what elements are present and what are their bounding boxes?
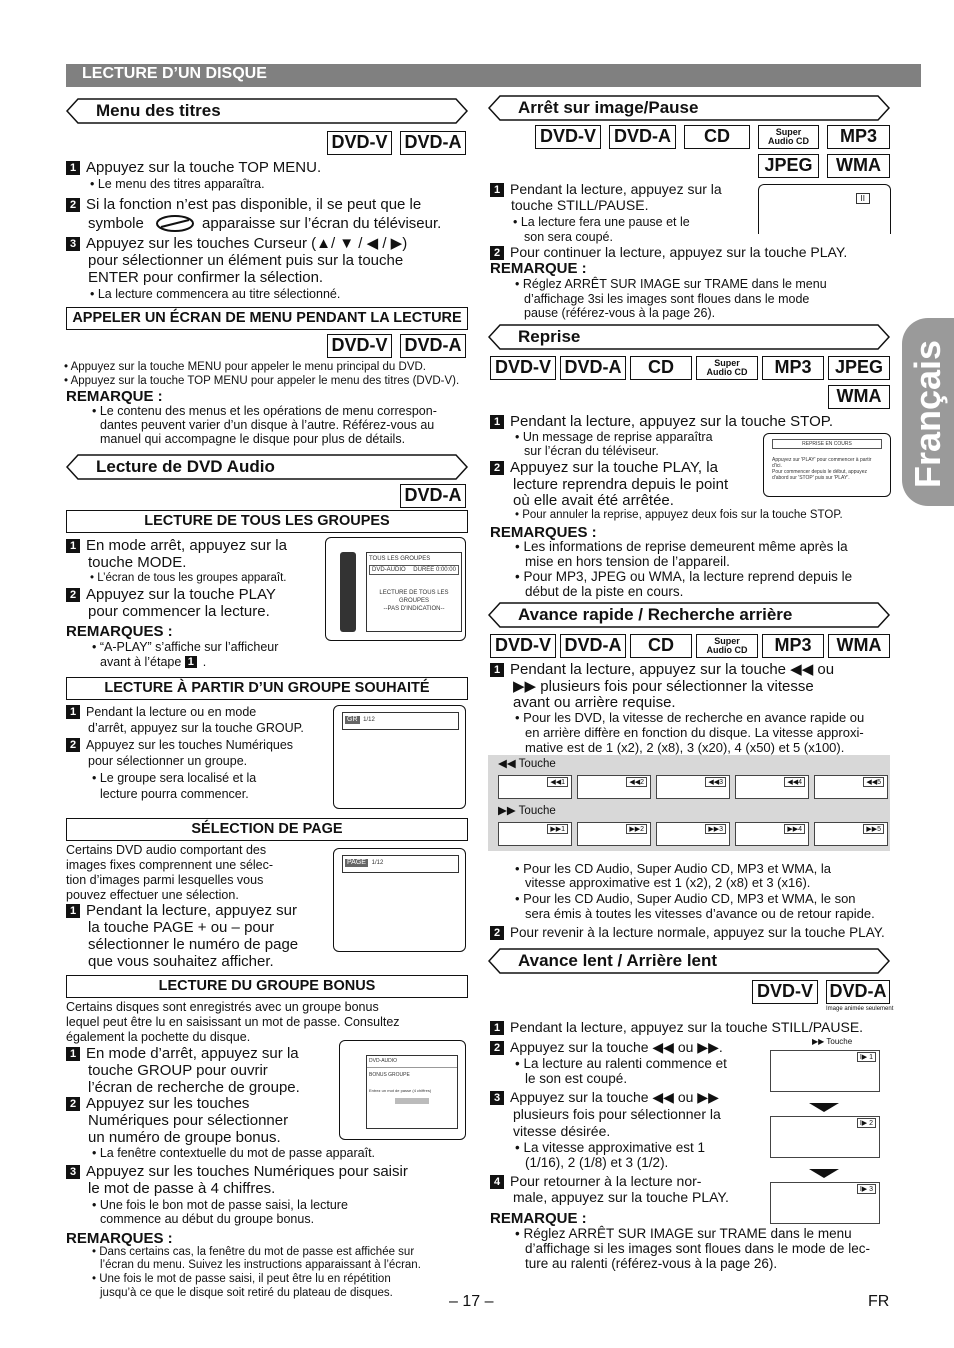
- bonus-note-2: commence au début du groupe bonus.: [100, 1212, 315, 1226]
- page-step-1d: que vous souhaitez afficher.: [88, 953, 274, 970]
- tous-step-2a: 2 Appuyez sur la touche PLAY: [66, 586, 276, 603]
- avance-step-2: 2 Pour revenir à la lecture normale, appuyez sur la touche PLAY.: [490, 926, 885, 941]
- avance-note-2: en arrière diffère en fonction du disque. La vitesse approxi-: [525, 725, 864, 740]
- reprise-remark-label: REMARQUES :: [490, 524, 597, 541]
- tous-remark-2: avant à l’étape 1 .: [100, 655, 207, 669]
- badge-cd: CD: [684, 125, 750, 149]
- menu-step-2c: apparaisse sur l’écran du téléviseur.: [202, 215, 442, 232]
- badge-dvda: DVD-A: [560, 356, 626, 380]
- reprise-screen-content: REPRISE EN COURS Appuyez sur 'PLAY' pour commencer à partir d'ici. Pour commencer depuis le début, appuyez d'abord sur 'STOP' puis sur 'PLAY'.: [772, 439, 882, 491]
- badge-cd: CD: [630, 634, 692, 658]
- rewind-step-5: ◀◀5: [814, 775, 888, 799]
- badge-wma: WMA: [828, 385, 890, 409]
- avance-step-1a: 1 Pendant la lecture, appuyez sur la touche ◀◀ ou: [490, 661, 834, 678]
- page-step-1a: 1 Pendant la lecture, appuyez sur: [66, 902, 297, 919]
- bonus-para-1: Certains disques sont enregistrés avec un groupe bonus: [66, 1000, 379, 1014]
- slow-step-1: I▶ 1: [770, 1050, 880, 1092]
- avance-bullet-4: sera émis à toutes les vitesses d’avance ou de retour rapide.: [525, 906, 875, 921]
- slow-touche-label: ▶▶ Touche: [812, 1037, 853, 1046]
- badge-dvdv: DVD-V: [327, 131, 392, 155]
- down-arrow-icon: [809, 1103, 839, 1112]
- reprise-screen: [763, 433, 891, 497]
- bonus-step-2a: 2 Appuyez sur les touches: [66, 1095, 249, 1112]
- lent-step-2: 2 Appuyez sur la touche ◀◀ ou ▶▶.: [490, 1040, 723, 1055]
- reprise-remark-3: • Pour MP3, JPEG ou WMA, la lecture reprend depuis le: [515, 569, 853, 584]
- groupe-step-1b: d’arrêt, appuyez sur la touche GROUP.: [88, 721, 304, 735]
- rewind-step-4: ◀◀4: [735, 775, 809, 799]
- section-lent-header: Avance lent / Arrière lent: [488, 948, 890, 974]
- badge-jpeg: JPEG: [828, 356, 890, 380]
- lent-remark-1: • Réglez ARRÊT SUR IMAGE sur TRAME dans le menu: [515, 1226, 852, 1241]
- badge-dvdv: DVD-V: [752, 980, 818, 1004]
- bonus-remark-label: REMARQUES :: [66, 1230, 173, 1247]
- lent-note-4: (1/16), 2 (1/8) et 3 (1/2).: [525, 1155, 669, 1170]
- groupe-step-2a: 2 Appuyez sur les touches Numériques: [66, 738, 293, 753]
- reprise-remark-2: mise en hors tension de l’appareil.: [525, 554, 730, 569]
- tous-step-1b: touche MODE.: [88, 554, 187, 571]
- tous-step-1a: 1 En mode arrêt, appuyez sur la: [66, 537, 287, 554]
- section-reprise-header: Reprise: [488, 324, 890, 350]
- forward-step-4: ▶▶4: [735, 822, 809, 846]
- reprise-step-2a: 2 Appuyez sur la touche PLAY, la: [490, 459, 718, 476]
- menu-step-3b: pour sélectionner un élément puis sur la touche: [88, 252, 404, 269]
- lent-step-3c: vitesse désirée.: [513, 1123, 611, 1139]
- groupe-step-1a: 1 Pendant la lecture ou en mode: [66, 705, 256, 720]
- badge-mp3: MP3: [827, 125, 890, 149]
- bonus-para-3: également la pochette du disque.: [66, 1030, 251, 1044]
- section-divider: [66, 84, 921, 87]
- lent-note-1: • La lecture au ralenti commence et: [515, 1056, 727, 1071]
- menu-step-3-note: • La lecture commencera au titre sélectionné.: [90, 287, 341, 301]
- page-number: – 17 –: [449, 1293, 494, 1310]
- reprise-remark-1: • Les informations de reprise demeurent même après la: [515, 539, 848, 554]
- tous-groupes-screen: [325, 537, 466, 641]
- arret-note-2: son sera coupé.: [524, 230, 613, 244]
- arret-remark-3: pause (référez-vous à la page 26).: [524, 306, 716, 320]
- section-menu-titres-header: Menu des titres: [66, 98, 468, 124]
- down-arrow-icon: [809, 1169, 839, 1178]
- badge-sacd: Super Audio CD: [696, 356, 758, 380]
- reprise-step-2-note: • Pour annuler la reprise, appuyez deux fois sur la touche STOP.: [515, 509, 843, 521]
- rewind-step-2: ◀◀2: [577, 775, 651, 799]
- badge-cd: CD: [630, 356, 692, 380]
- section-dvd-audio-header: Lecture de DVD Audio: [66, 454, 468, 480]
- arret-screen: [758, 184, 891, 234]
- badge-dvda: DVD-A: [400, 334, 466, 358]
- badge-sacd: Super Audio CD: [758, 125, 819, 149]
- arret-step-1a: 1 Pendant la lecture, appuyez sur la: [490, 182, 722, 197]
- appeler-bullet-2: • Appuyez sur la touche TOP MENU pour appeler le menu des titres (DVD-V).: [64, 375, 460, 387]
- slow-step-3: I▶ 3: [770, 1182, 880, 1224]
- avance-step-1c: avant ou arrière requise.: [513, 694, 676, 711]
- arret-remark-1: • Réglez ARRÊT SUR IMAGE sur TRAME dans le menu: [515, 277, 827, 291]
- page-screen: [333, 848, 466, 952]
- prohibited-icon: [155, 215, 195, 232]
- reprise-note-1: • Un message de reprise apparaîtra: [515, 430, 713, 444]
- badge-dvda: DVD-A: [609, 125, 676, 149]
- bonus-note-1: • Une fois le bon mot de passe saisi, la lecture: [92, 1198, 348, 1212]
- selection-page-header: SÉLECTION DE PAGE: [66, 818, 468, 841]
- arret-step-2: 2 Pour continuer la lecture, appuyez sur la touche PLAY.: [490, 245, 847, 260]
- bonus-screen-content: DVD-AUDIO BONUS GROUPE Entrez un mot de passe (4 chiffres): [366, 1055, 458, 1129]
- bonus-step-3b: le mot de passe à 4 chiffres.: [88, 1180, 276, 1197]
- bonus-step-2c: un numéro de groupe bonus.: [88, 1129, 281, 1146]
- reprise-step-2c: où elle avait été arrêtée.: [513, 492, 674, 509]
- arret-remark-label: REMARQUE :: [490, 260, 587, 277]
- avance-bullet-1: • Pour les CD Audio, Super Audio CD, MP3 et WMA, la: [515, 861, 831, 876]
- lent-remark-3: ture au ralenti (référez-vous à la page 26).: [525, 1256, 778, 1271]
- lent-remark-label: REMARQUE :: [490, 1210, 587, 1227]
- badge-dvda: DVD-A: [400, 131, 466, 155]
- groupe-bonus-header: LECTURE DU GROUPE BONUS: [66, 975, 468, 998]
- badge-sacd: Super Audio CD: [696, 634, 758, 658]
- bonus-step-1c: l’écran de recherche de groupe.: [88, 1079, 300, 1096]
- groupe-souhaite-header: LECTURE À PARTIR D’UN GROUPE SOUHAITÉ: [66, 677, 468, 700]
- bonus-step-1a: 1 En mode d’arrêt, appuyez sur la: [66, 1045, 299, 1062]
- appeler-remark-1: • Le contenu des menus et les opérations de menu correspon-: [92, 404, 437, 418]
- avance-bullet-3: • Pour les CD Audio, Super Audio CD, MP3 et WMA, le son: [515, 891, 856, 906]
- bonus-remark-1: • Dans certains cas, la fenêtre du mot de passe est affichée sur: [92, 1246, 415, 1258]
- bonus-remark-4: jusqu’à ce que le disque soit retiré du plateau de disques.: [100, 1287, 393, 1299]
- rewind-step-3: ◀◀3: [656, 775, 730, 799]
- tous-groupes-header: LECTURE DE TOUS LES GROUPES: [66, 510, 468, 533]
- page-para-4: pouvez effectuer une sélection.: [66, 888, 239, 902]
- avance-note-3: mative est de 1 (x2), 2 (x8), 3 (x20), 4 (x50) et 5 (x100).: [525, 740, 845, 755]
- page-para-3: tion d’images parmi lesquelles vous: [66, 873, 264, 887]
- badge-mp3: MP3: [762, 634, 824, 658]
- appeler-header: APPELER UN ÉCRAN DE MENU PENDANT LA LECTURE: [66, 307, 468, 330]
- lent-image-note: Image animée seulement: [826, 1006, 894, 1012]
- badge-mp3: MP3: [762, 356, 824, 380]
- bonus-screen: [339, 1040, 466, 1140]
- avance-note-1: • Pour les DVD, la vitesse de recherche en avance rapide ou: [515, 710, 865, 725]
- bonus-step-2-note: • La fenêtre contextuelle du mot de passe apparaît.: [92, 1146, 376, 1160]
- section-title-bar: LECTURE D’UN DISQUE: [66, 64, 921, 84]
- remote-control-icon: [340, 552, 356, 632]
- bonus-step-3a: 3 Appuyez sur les touches Numériques pour saisir: [66, 1163, 408, 1180]
- rewind-label: ◀◀ Touche: [498, 758, 556, 770]
- badge-dvdv: DVD-V: [327, 334, 392, 358]
- badge-wma: WMA: [827, 154, 890, 178]
- slow-step-2: I▶ 2: [770, 1116, 880, 1158]
- avance-step-1b: ▶▶ plusieurs fois pour sélectionner la vitesse: [513, 678, 814, 695]
- section-arret-header: Arrêt sur image/Pause: [488, 95, 890, 121]
- badge-jpeg: JPEG: [758, 154, 819, 178]
- page-step-1b: la touche PAGE + ou – pour: [88, 919, 275, 936]
- tous-step-2b: pour commencer la lecture.: [88, 603, 270, 620]
- forward-step-3: ▶▶3: [656, 822, 730, 846]
- groupe-screen: [333, 705, 466, 809]
- avance-bullet-2: vitesse approximative est 1 (x2), 2 (x8) et 3 (x16).: [525, 875, 811, 890]
- arret-step-1b: touche STILL/PAUSE.: [511, 197, 649, 213]
- badge-dvda: DVD-A: [560, 634, 626, 658]
- page-screen-bar: PAGE 1/12: [342, 855, 459, 873]
- groupe-note-1: • Le groupe sera localisé et la: [92, 771, 257, 785]
- reprise-step-1: 1 Pendant la lecture, appuyez sur la touche STOP.: [490, 413, 833, 430]
- bonus-remark-2: l’écran du menu. Suivez les instructions apparaissant à l’écran.: [100, 1259, 421, 1271]
- appeler-bullet-1: • Appuyez sur la touche MENU pour appeler le menu principal du DVD.: [64, 361, 426, 373]
- bonus-step-2b: Numériques pour sélectionner: [88, 1112, 289, 1129]
- menu-step-2b: symbole: [88, 215, 144, 232]
- menu-step-3c: ENTER pour confirmer la sélection.: [88, 269, 324, 286]
- reprise-step-2b: lecture reprendra depuis le point: [513, 476, 729, 493]
- lent-step-4a: 4 Pour retourner à la lecture nor-: [490, 1174, 701, 1189]
- lent-step-3b: plusieurs fois pour sélectionner la: [513, 1106, 721, 1122]
- badge-wma: WMA: [828, 634, 890, 658]
- lent-step-4b: male, appuyez sur la touche PLAY.: [513, 1189, 729, 1205]
- page-para-1: Certains DVD audio comportant des: [66, 843, 267, 857]
- groupe-note-2: lecture pourra commencer.: [100, 787, 249, 801]
- appeler-remark-label: REMARQUE :: [66, 388, 163, 405]
- arret-remark-2: d’affichage 3si les images sont floues dans le mode: [524, 292, 810, 306]
- badge-dvda: DVD-A: [826, 980, 890, 1004]
- lent-step-3a: 3 Appuyez sur la touche ◀◀ ou ▶▶: [490, 1090, 719, 1105]
- lent-remark-2: d’affichage si les images sont floues dans le mode de lec-: [525, 1241, 870, 1256]
- rewind-step-1: ◀◀1: [498, 775, 572, 799]
- appeler-remark-3: manuel qui accompagne le disque pour plus de détails.: [100, 432, 406, 446]
- tous-step-1-note: • L’écran de tous les groupes apparaît.: [90, 572, 287, 584]
- groupe-step-2b: pour sélectionner un groupe.: [88, 754, 248, 768]
- menu-step-1: 1 Appuyez sur la touche TOP MENU.: [66, 159, 321, 176]
- menu-step-1-note: • Le menu des titres apparaîtra.: [90, 177, 265, 191]
- bonus-para-2: lequel peut être lu en saisissant un mot de passe. Consultez: [66, 1015, 400, 1029]
- pause-icon: II: [856, 193, 870, 204]
- lent-note-3: • La vitesse approximative est 1: [515, 1140, 706, 1155]
- page-step-1c: sélectionner le numéro de page: [88, 936, 299, 953]
- tous-remark-label: REMARQUES :: [66, 623, 173, 640]
- arret-note-1: • La lecture fera une pause et le: [513, 215, 690, 229]
- forward-step-2: ▶▶2: [577, 822, 651, 846]
- password-field: [395, 1098, 429, 1104]
- badge-dvdv: DVD-V: [535, 125, 601, 149]
- tous-remark-1: • “A-PLAY” s’affiche sur l’afficheur: [92, 640, 279, 654]
- appeler-remark-2: dantes peuvent varier d’un disque à l’autre. Référez-vous au: [100, 418, 435, 432]
- reprise-remark-4: début de la piste en cours.: [525, 584, 684, 599]
- badge-dvda: DVD-A: [400, 484, 466, 508]
- lent-note-2: le son est coupé.: [525, 1071, 628, 1086]
- tous-groupes-screen-content: TOUS LES GROUPES DVD-AUDIO DURÉE 0:00:00 LECTURE DE TOUS LES GROUPES --PAS D'INDICATION--: [366, 552, 462, 632]
- language-tab-label: Français: [907, 339, 948, 489]
- forward-step-5: ▶▶5: [814, 822, 888, 846]
- forward-label: ▶▶ Touche: [498, 805, 556, 817]
- page-para-2: images fixes comprennent une sélec-: [66, 858, 274, 872]
- menu-step-3a: 3 Appuyez sur les touches Curseur (▲/ ▼ / ◀ / ▶): [66, 235, 407, 252]
- language-code: FR: [868, 1293, 890, 1310]
- badge-dvdv: DVD-V: [490, 634, 556, 658]
- groupe-screen-bar: GR 1/12: [342, 712, 459, 730]
- bonus-remark-3: • Une fois le mot de passe saisi, il peut être lu en répétition: [92, 1273, 391, 1285]
- forward-step-1: ▶▶1: [498, 822, 572, 846]
- reprise-note-2: sur l’écran du téléviseur.: [524, 444, 659, 458]
- lent-step-1: 1 Pendant la lecture, appuyez sur la touche STILL/PAUSE.: [490, 1020, 863, 1035]
- menu-step-2a: 2 Si la fonction n’est pas disponible, il se peut que le: [66, 196, 421, 213]
- bonus-step-1b: touche GROUP pour ouvrir: [88, 1062, 268, 1079]
- badge-dvdv: DVD-V: [490, 356, 556, 380]
- section-avance-header: Avance rapide / Recherche arrière: [488, 602, 890, 628]
